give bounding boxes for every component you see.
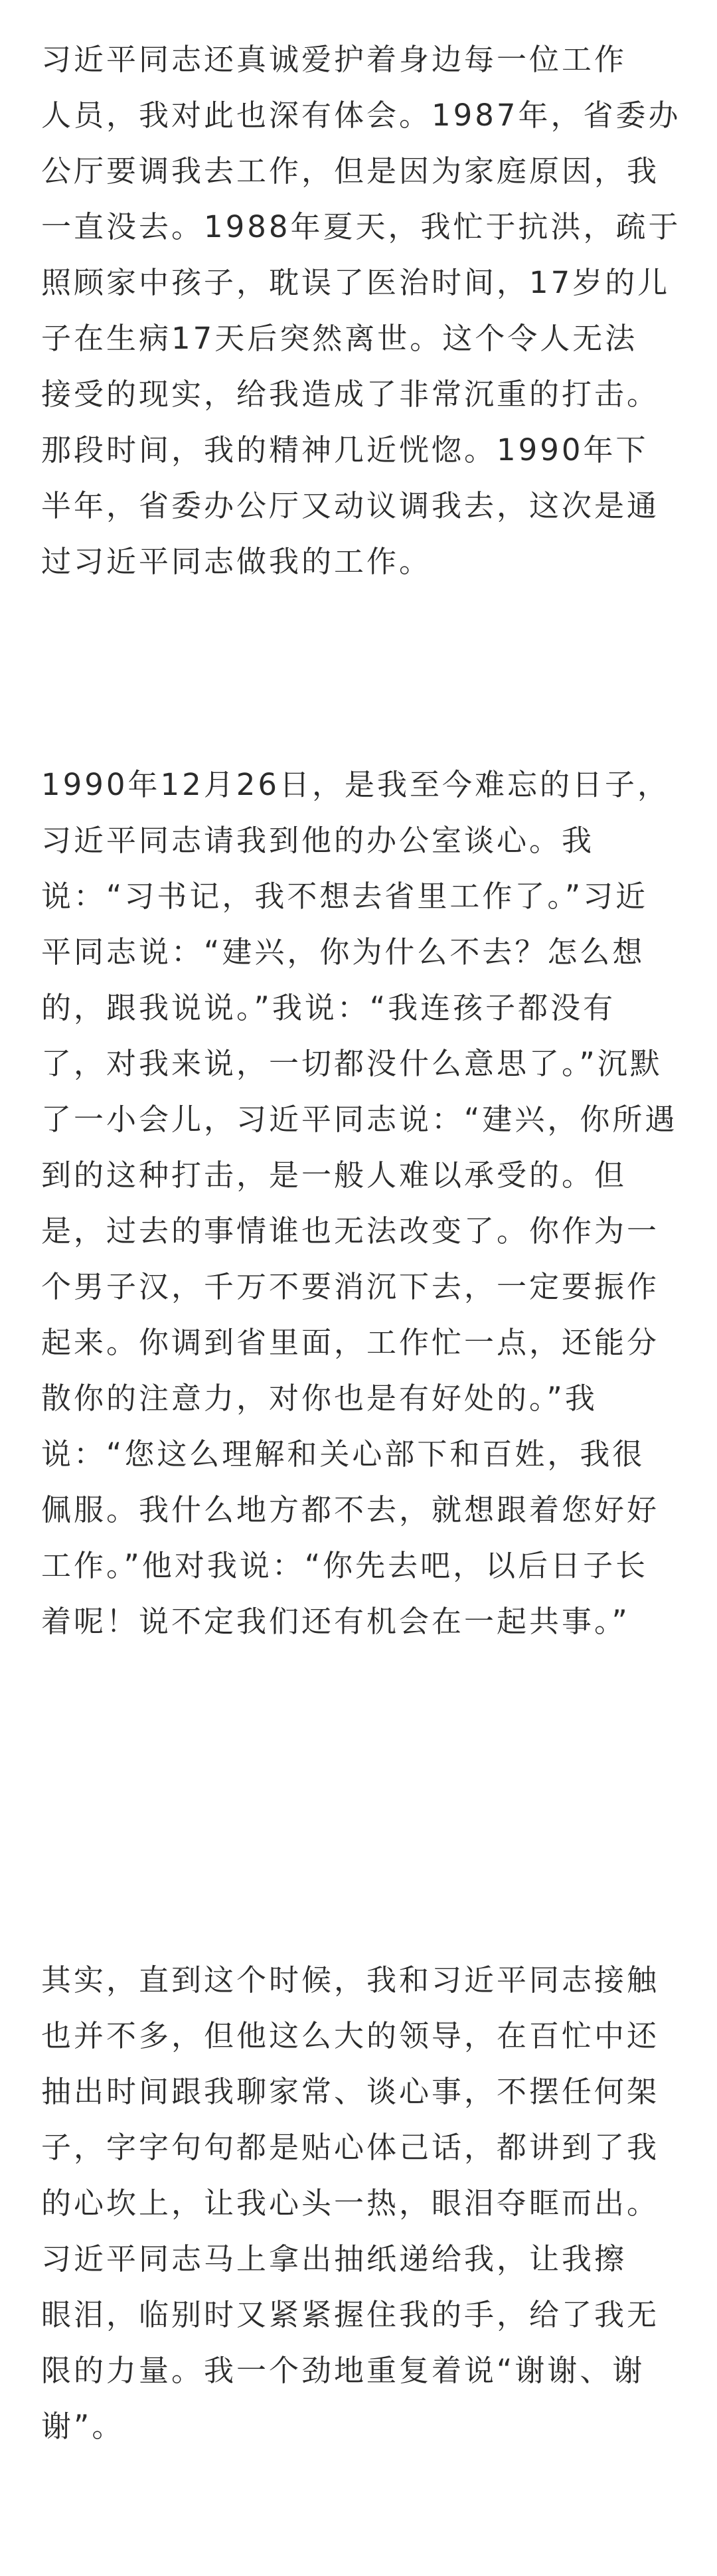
paragraph-2: 1990年12月26日，是我至今难忘的日子， 习近平同志请我到他的办公室谈心。我 说：“习书记，我不想去省里工作了。”习近 平同志说：“建兴，你为什么不去？怎么想 的，跟我说说。”我说：“我连孩子都没有 了，对我来说，一切都没什么意思了。”沉默 了一小会儿，习近平同志说：“建兴，你所遇 到的这种打击，是一般人难以承受的。但 是，过去的事情谁也无法改变了。你作为一 个男子汉，千万不要消沉下去，一定要振作 起来。你调到省里面，工作忙一点，还能分 散你的注意力，对你也是有好处的。”我 说：“您这么理解和关心部下和百姓，我很 佩服。我什么地方都不去，就想跟着您好好 工作。”他对我说：“你先去吧，以后日子长 着呢！说不定我们还有机会在一起共事。” (41, 767, 678, 1639)
paragraph-3: 其实，直到这个时候，我和习近平同志接触 也并不多，但他这么大的领导，在百忙中还 抽出时间跟我聊家常、谈心事，不摆任何架 子，字字句句都是贴心体己话，都讲到了我 的心坎上，让我心头一热，眼泪夺眶而出。 习近平同志马上拿出抽纸递给我，让我擦 眼泪，临别时又紧紧握住我的手，给了我无 限的力量。我一个劲地重复着说“谢谢、谢 谢”。 (41, 1962, 660, 2444)
paragraph-1: 习近平同志还真诚爱护着身边每一位工作 人员，我对此也深有体会。1987年，省委办 公厅要调我去工作，但是因为家庭原因，我 一直没去。1988年夏天，我忙于抗洪，疏于 照顾家中孩子，耽误了医治时间，17岁的儿 子在生病17天后突然离世。这个令人无法 接受的现实，给我造成了非常沉重的打击。 那段时间，我的精神几近恍惚。1990年下 半年，省委办公厅又动议调我去，这次是通 过习近平同志做我的工作。 (41, 42, 681, 579)
